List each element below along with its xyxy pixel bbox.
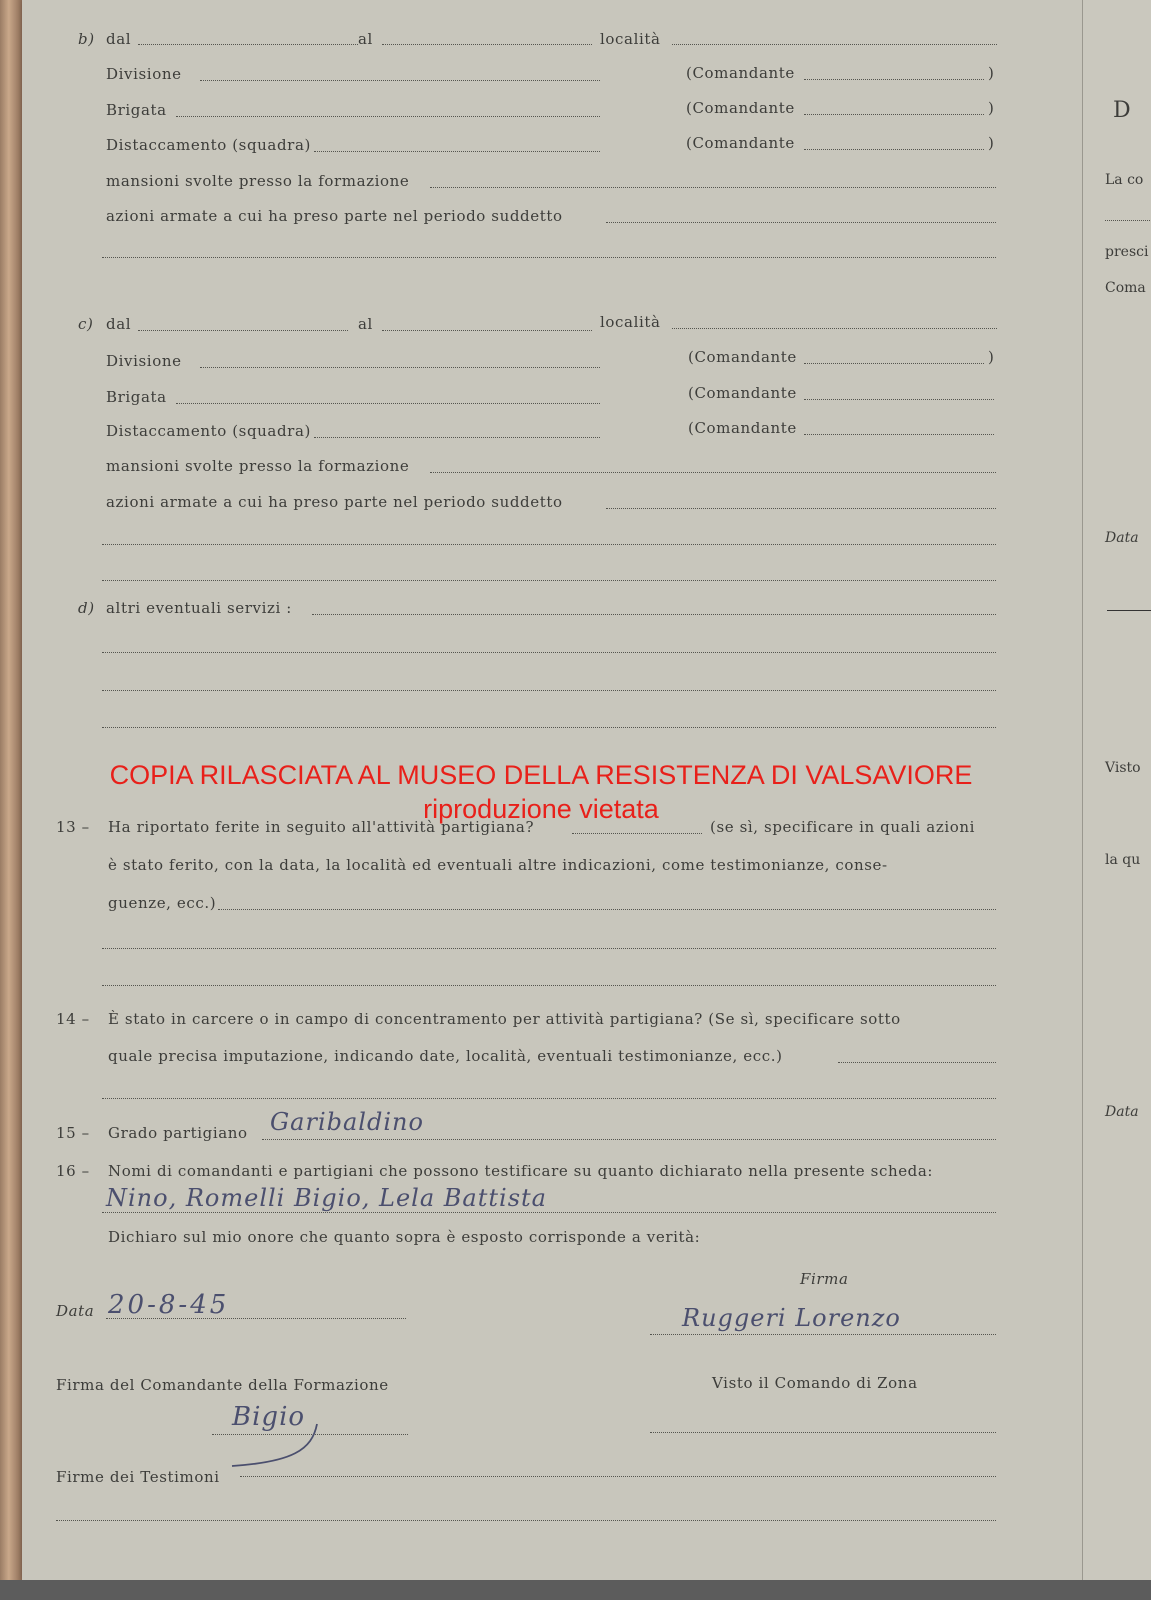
section-c-marker: c)	[78, 315, 94, 333]
b-brigata-field	[176, 116, 600, 117]
next-page-line: Visto	[1105, 760, 1141, 776]
b-azioni-label: azioni armate a cui ha preso parte nel periodo suddetto	[106, 207, 563, 225]
b-distaccamento-comandante: (Comandante	[686, 134, 795, 152]
c-azioni-label: azioni armate a cui ha preso parte nel periodo suddetto	[106, 493, 563, 511]
b-al-label: al	[358, 30, 373, 48]
firma-comandante-signature: Bigio	[232, 1402, 306, 1432]
watermark-line2: riproduzione vietata	[423, 794, 659, 824]
section-d-marker: d)	[78, 599, 95, 617]
q15-handwritten-value: Garibaldino	[270, 1108, 424, 1136]
c-azioni-line	[102, 580, 996, 581]
c-divisione-comandante-field	[804, 363, 984, 364]
next-page-line: La co	[1105, 172, 1144, 188]
q13-line2: è stato ferito, con la data, la località ed eventuali altre indicazioni, come testimonianze, conse-	[108, 856, 888, 874]
q14-number: 14 –	[56, 1010, 90, 1028]
b-brigata-label: Brigata	[106, 101, 167, 119]
q14-field	[838, 1062, 996, 1063]
c-divisione-comandante: (Comandante	[688, 348, 797, 366]
q15-label: Grado partigiano	[108, 1124, 248, 1142]
b-mansioni-field	[430, 187, 996, 188]
c-distaccamento-field	[314, 437, 600, 438]
declaration-text: Dichiaro sul mio onore che quanto sopra è esposto corrisponde a verità:	[108, 1228, 701, 1246]
next-page-line: Data	[1105, 530, 1139, 546]
b-brigata-comandante-field	[804, 114, 984, 115]
c-azioni-field	[606, 508, 996, 509]
d-line	[102, 652, 996, 653]
q16-number: 16 –	[56, 1162, 90, 1180]
q13-line3: guenze, ecc.)	[108, 894, 217, 912]
c-brigata-comandante: (Comandante	[688, 384, 797, 402]
watermark-line1: COPIA RILASCIATA AL MUSEO DELLA RESISTENZA DI VALSAVIORE	[109, 760, 973, 790]
q13-field	[218, 909, 996, 910]
q13-number: 13 –	[56, 818, 90, 836]
c-distaccamento-label: Distaccamento (squadra)	[106, 422, 311, 440]
b-dal-label: dal	[106, 30, 132, 48]
testimoni-field	[240, 1476, 996, 1477]
b-brigata-comandante: (Comandante	[686, 99, 795, 117]
testimoni-line	[56, 1520, 996, 1521]
section-b-marker: b)	[78, 30, 95, 48]
c-localita-field	[672, 328, 997, 329]
c-mansioni-label: mansioni svolte presso la formazione	[106, 457, 410, 475]
b-azioni-line	[102, 257, 996, 258]
c-brigata-field	[176, 403, 600, 404]
b-divisione-comandante: (Comandante	[686, 64, 795, 82]
q13-answer-field	[572, 833, 702, 834]
c-al-field	[382, 330, 592, 331]
background-surface	[0, 1580, 1151, 1600]
q13-line1: Ha riportato ferite in seguito all'attività partigiana?	[108, 818, 535, 836]
c-azioni-line	[102, 544, 996, 545]
next-page-heading: D	[1113, 98, 1131, 123]
q15-field	[262, 1139, 996, 1140]
q15-number: 15 –	[56, 1124, 90, 1142]
firma-label: Firma	[800, 1270, 849, 1288]
d-field	[312, 614, 996, 615]
c-brigata-comandante-field	[804, 399, 994, 400]
q16-field	[102, 1212, 996, 1213]
next-page-line: presci	[1105, 244, 1149, 260]
b-divisione-field	[200, 80, 600, 81]
next-page-field	[1105, 220, 1151, 221]
d-line	[102, 727, 996, 728]
b-divisione-comandante-field	[804, 79, 984, 80]
paren-close: )	[988, 64, 995, 82]
b-distaccamento-label: Distaccamento (squadra)	[106, 136, 311, 154]
c-divisione-field	[200, 367, 600, 368]
signature-flourish	[222, 1420, 332, 1470]
q13-line1b: (se sì, specificare in quali azioni	[710, 818, 976, 836]
c-mansioni-field	[430, 472, 996, 473]
b-mansioni-label: mansioni svolte presso la formazione	[106, 172, 410, 190]
c-brigata-label: Brigata	[106, 388, 167, 406]
visto-field	[650, 1432, 996, 1433]
firma-field	[650, 1334, 996, 1335]
paren-close: )	[988, 99, 995, 117]
c-dal-label: dal	[106, 315, 132, 333]
b-divisione-label: Divisione	[106, 65, 182, 83]
firma-comandante-label: Firma del Comandante della Formazione	[56, 1376, 389, 1394]
next-page-line: Data	[1105, 1104, 1139, 1120]
q16-label: Nomi di comandanti e partigiani che possono testificare su quanto dichiarato nella presente scheda:	[108, 1162, 934, 1180]
b-distaccamento-comandante-field	[804, 149, 984, 150]
d-label: altri eventuali servizi :	[106, 599, 292, 617]
data-field	[106, 1318, 406, 1319]
paren-close: )	[988, 134, 995, 152]
b-azioni-field	[606, 222, 996, 223]
c-localita-label: località	[600, 313, 661, 331]
firma-signature: Ruggeri Lorenzo	[682, 1304, 901, 1332]
q13-line	[102, 948, 996, 949]
c-distaccamento-comandante: (Comandante	[688, 419, 797, 437]
c-al-label: al	[358, 315, 373, 333]
next-page-line: Coma	[1105, 280, 1146, 296]
c-divisione-label: Divisione	[106, 352, 182, 370]
b-distaccamento-field	[314, 151, 600, 152]
next-page-rule	[1107, 610, 1151, 611]
d-line	[102, 690, 996, 691]
b-dal-field	[138, 44, 358, 45]
q16-handwritten-value: Nino, Romelli Bigio, Lela Battista	[106, 1184, 547, 1212]
c-dal-field	[138, 330, 348, 331]
q14-line2: quale precisa imputazione, indicando date, località, eventuali testimonianze, ecc.)	[108, 1047, 783, 1065]
q13-line	[102, 985, 996, 986]
next-page-line: la qu	[1105, 852, 1141, 868]
adjacent-page	[1082, 0, 1151, 1580]
paren-close: )	[988, 348, 995, 366]
q14-line1: È stato in carcere o in campo di concentramento per attività partigiana? (Se sì, specificare sotto	[108, 1010, 901, 1028]
b-al-field	[382, 44, 592, 45]
b-localita-label: località	[600, 30, 661, 48]
q14-line	[102, 1098, 996, 1099]
visto-label: Visto il Comando di Zona	[712, 1374, 918, 1392]
b-localita-field	[672, 44, 997, 45]
data-handwritten-value: 20-8-45	[108, 1290, 230, 1320]
data-label: Data	[56, 1302, 95, 1320]
c-distaccamento-comandante-field	[804, 434, 994, 435]
firme-testimoni-label: Firme dei Testimoni	[56, 1468, 220, 1486]
